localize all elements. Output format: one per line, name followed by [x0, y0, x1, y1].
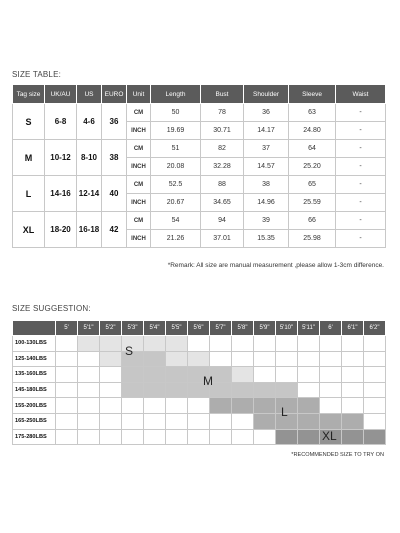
length-cell: 51 — [151, 140, 201, 158]
size-label-xl: XL — [322, 429, 337, 443]
size-table-title: SIZE TABLE: — [12, 70, 62, 79]
uk-au-cell: 10-12 — [45, 140, 77, 176]
size-row-cm — [13, 212, 386, 230]
grid-cell — [298, 413, 320, 429]
grid-cell — [254, 382, 276, 398]
uk-au-cell: 18-20 — [45, 212, 77, 248]
height-header: 5'3" — [122, 321, 144, 336]
waist-cell: - — [336, 194, 386, 212]
weight-label: 175-280LBS — [13, 429, 56, 445]
grid-cell — [342, 382, 364, 398]
size-suggestion-table — [12, 320, 386, 445]
corner-cell — [13, 321, 56, 336]
grid-cell — [210, 398, 232, 414]
grid-cell — [210, 429, 232, 445]
grid-cell — [100, 367, 122, 383]
sleeve-cell: 63 — [289, 104, 336, 122]
waist-cell: - — [336, 230, 386, 248]
height-header: 5'10" — [276, 321, 298, 336]
uk-au-cell: 6-8 — [45, 104, 77, 140]
grid-cell — [56, 336, 78, 352]
shoulder-cell: 14.57 — [244, 158, 289, 176]
size-suggestion-title: SIZE SUGGESTION: — [12, 304, 91, 313]
grid-cell — [320, 413, 342, 429]
grid-cell — [232, 398, 254, 414]
header-waist: Waist — [336, 85, 386, 104]
waist-cell: - — [336, 122, 386, 140]
length-cell: 50 — [151, 104, 201, 122]
grid-cell — [298, 382, 320, 398]
grid-cell — [56, 351, 78, 367]
grid-cell — [254, 398, 276, 414]
grid-cell — [78, 351, 100, 367]
bust-cell: 94 — [201, 212, 244, 230]
bust-cell: 34.65 — [201, 194, 244, 212]
grid-cell — [144, 336, 166, 352]
grid-cell — [56, 413, 78, 429]
waist-cell: - — [336, 158, 386, 176]
grid-cell — [254, 429, 276, 445]
sleeve-cell: 65 — [289, 176, 336, 194]
grid-cell — [144, 351, 166, 367]
unit-cell: INCH — [127, 122, 151, 140]
waist-cell: - — [336, 176, 386, 194]
weight-row — [13, 398, 386, 414]
shoulder-cell: 39 — [244, 212, 289, 230]
euro-cell: 42 — [102, 212, 127, 248]
grid-cell — [320, 351, 342, 367]
grid-cell — [144, 413, 166, 429]
shoulder-cell: 36 — [244, 104, 289, 122]
grid-cell — [78, 429, 100, 445]
grid-cell — [364, 336, 386, 352]
height-header: 5'5" — [166, 321, 188, 336]
grid-cell — [232, 429, 254, 445]
tag-size-cell: M — [13, 140, 45, 176]
weight-label: 165-250LBS — [13, 413, 56, 429]
size-label-s: S — [125, 344, 134, 358]
remark-text: *Remark: All size are manual measurement ,please allow 1-3cm difference. — [167, 262, 384, 269]
grid-cell — [276, 336, 298, 352]
grid-cell — [144, 398, 166, 414]
grid-cell — [210, 351, 232, 367]
bust-cell: 30.71 — [201, 122, 244, 140]
shoulder-cell: 14.96 — [244, 194, 289, 212]
grid-cell — [56, 382, 78, 398]
size-table-body — [13, 104, 386, 248]
grid-cell — [188, 413, 210, 429]
grid-cell — [144, 382, 166, 398]
grid-cell — [78, 336, 100, 352]
shoulder-cell: 14.17 — [244, 122, 289, 140]
length-cell: 19.69 — [151, 122, 201, 140]
waist-cell: - — [336, 104, 386, 122]
unit-cell: INCH — [127, 230, 151, 248]
grid-cell — [56, 398, 78, 414]
weight-label: 100-130LBS — [13, 336, 56, 352]
height-header: 6'2" — [364, 321, 386, 336]
size-row-cm — [13, 140, 386, 158]
grid-cell — [100, 413, 122, 429]
grid-cell — [122, 367, 144, 383]
waist-cell: - — [336, 212, 386, 230]
weight-row — [13, 336, 386, 352]
tag-size-cell: XL — [13, 212, 45, 248]
tag-size-cell: L — [13, 176, 45, 212]
grid-cell — [364, 398, 386, 414]
unit-cell: CM — [127, 104, 151, 122]
grid-cell — [364, 351, 386, 367]
height-header: 6'1" — [342, 321, 364, 336]
weight-label: 155-200LBS — [13, 398, 56, 414]
grid-cell — [78, 367, 100, 383]
grid-cell — [342, 336, 364, 352]
bust-cell: 37.01 — [201, 230, 244, 248]
sleeve-cell: 66 — [289, 212, 336, 230]
grid-cell — [78, 382, 100, 398]
unit-cell: CM — [127, 212, 151, 230]
grid-cell — [342, 351, 364, 367]
header-tag-size: Tag size — [13, 85, 45, 104]
grid-cell — [276, 429, 298, 445]
tag-size-cell: S — [13, 104, 45, 140]
grid-cell — [166, 429, 188, 445]
euro-cell: 36 — [102, 104, 127, 140]
euro-cell: 38 — [102, 140, 127, 176]
grid-cell — [122, 398, 144, 414]
grid-cell — [78, 413, 100, 429]
grid-cell — [342, 413, 364, 429]
grid-cell — [166, 413, 188, 429]
unit-cell: INCH — [127, 194, 151, 212]
us-cell: 4-6 — [77, 104, 102, 140]
shoulder-cell: 37 — [244, 140, 289, 158]
grid-cell — [122, 413, 144, 429]
header-sleeve: Sleeve — [289, 85, 336, 104]
sleeve-cell: 25.98 — [289, 230, 336, 248]
grid-cell — [166, 398, 188, 414]
height-header-row — [13, 321, 386, 336]
grid-cell — [364, 429, 386, 445]
grid-cell — [342, 367, 364, 383]
sleeve-cell: 24.80 — [289, 122, 336, 140]
length-cell: 20.08 — [151, 158, 201, 176]
us-cell: 8-10 — [77, 140, 102, 176]
height-header: 5'9" — [254, 321, 276, 336]
length-cell: 21.26 — [151, 230, 201, 248]
grid-cell — [320, 398, 342, 414]
grid-cell — [254, 367, 276, 383]
weight-row — [13, 382, 386, 398]
uk-au-cell: 14-16 — [45, 176, 77, 212]
grid-cell — [276, 382, 298, 398]
size-table-header-row — [13, 85, 386, 104]
grid-cell — [56, 367, 78, 383]
weight-row — [13, 351, 386, 367]
us-cell: 12-14 — [77, 176, 102, 212]
bust-cell: 82 — [201, 140, 244, 158]
shoulder-cell: 15.35 — [244, 230, 289, 248]
header-bust: Bust — [201, 85, 244, 104]
weight-row — [13, 413, 386, 429]
height-header: 5'11" — [298, 321, 320, 336]
grid-cell — [298, 351, 320, 367]
unit-cell: INCH — [127, 158, 151, 176]
grid-cell — [320, 336, 342, 352]
height-header: 6' — [320, 321, 342, 336]
grid-cell — [342, 398, 364, 414]
grid-cell — [232, 336, 254, 352]
grid-cell — [320, 367, 342, 383]
grid-cell — [100, 351, 122, 367]
grid-cell — [276, 351, 298, 367]
grid-cell — [188, 336, 210, 352]
grid-cell — [188, 351, 210, 367]
header-unit: Unit — [127, 85, 151, 104]
grid-cell — [364, 367, 386, 383]
grid-cell — [298, 367, 320, 383]
grid-cell — [342, 429, 364, 445]
length-cell: 52.5 — [151, 176, 201, 194]
grid-cell — [166, 336, 188, 352]
header-shoulder: Shoulder — [244, 85, 289, 104]
length-cell: 20.67 — [151, 194, 201, 212]
size-label-m: M — [203, 374, 213, 388]
grid-cell — [100, 398, 122, 414]
grid-cell — [232, 367, 254, 383]
grid-cell — [100, 429, 122, 445]
height-header: 5'7" — [210, 321, 232, 336]
grid-cell — [122, 382, 144, 398]
grid-cell — [166, 351, 188, 367]
grid-cell — [210, 413, 232, 429]
height-header: 5'2" — [100, 321, 122, 336]
size-row-cm — [13, 104, 386, 122]
grid-cell — [254, 413, 276, 429]
shoulder-cell: 38 — [244, 176, 289, 194]
grid-cell — [210, 336, 232, 352]
recommend-note: *RECOMMENDED SIZE TO TRY ON — [291, 452, 384, 458]
waist-cell: - — [336, 140, 386, 158]
unit-cell: CM — [127, 140, 151, 158]
header-uk-au: UK/AU — [45, 85, 77, 104]
weight-label: 145-180LBS — [13, 382, 56, 398]
length-cell: 54 — [151, 212, 201, 230]
grid-cell — [276, 367, 298, 383]
euro-cell: 40 — [102, 176, 127, 212]
size-table — [12, 84, 386, 248]
sleeve-cell: 64 — [289, 140, 336, 158]
grid-cell — [144, 429, 166, 445]
us-cell: 16-18 — [77, 212, 102, 248]
grid-cell — [144, 367, 166, 383]
unit-cell: CM — [127, 176, 151, 194]
grid-cell — [232, 413, 254, 429]
grid-cell — [122, 429, 144, 445]
height-header: 5'8" — [232, 321, 254, 336]
grid-cell — [298, 336, 320, 352]
weight-label: 135-160LBS — [13, 367, 56, 383]
sleeve-cell: 25.59 — [289, 194, 336, 212]
grid-cell — [78, 398, 100, 414]
grid-cell — [56, 429, 78, 445]
grid-cell — [232, 351, 254, 367]
grid-cell — [254, 351, 276, 367]
height-header: 5' — [56, 321, 78, 336]
grid-cell — [100, 336, 122, 352]
grid-cell — [100, 382, 122, 398]
bust-cell: 32.28 — [201, 158, 244, 176]
grid-cell — [188, 429, 210, 445]
height-header: 5'6" — [188, 321, 210, 336]
grid-cell — [232, 382, 254, 398]
weight-label: 125-140LBS — [13, 351, 56, 367]
size-label-l: L — [281, 405, 288, 419]
grid-cell — [254, 336, 276, 352]
header-euro: EURO — [102, 85, 127, 104]
size-row-cm — [13, 176, 386, 194]
height-header: 5'4" — [144, 321, 166, 336]
header-us: US — [77, 85, 102, 104]
grid-cell — [364, 382, 386, 398]
header-length: Length — [151, 85, 201, 104]
bust-cell: 78 — [201, 104, 244, 122]
grid-cell — [166, 367, 188, 383]
grid-cell — [320, 382, 342, 398]
bust-cell: 88 — [201, 176, 244, 194]
grid-cell — [298, 398, 320, 414]
grid-cell — [298, 429, 320, 445]
grid-cell — [166, 382, 188, 398]
height-header: 5'1" — [78, 321, 100, 336]
grid-cell — [188, 398, 210, 414]
grid-cell — [364, 413, 386, 429]
sleeve-cell: 25.20 — [289, 158, 336, 176]
weight-row — [13, 367, 386, 383]
